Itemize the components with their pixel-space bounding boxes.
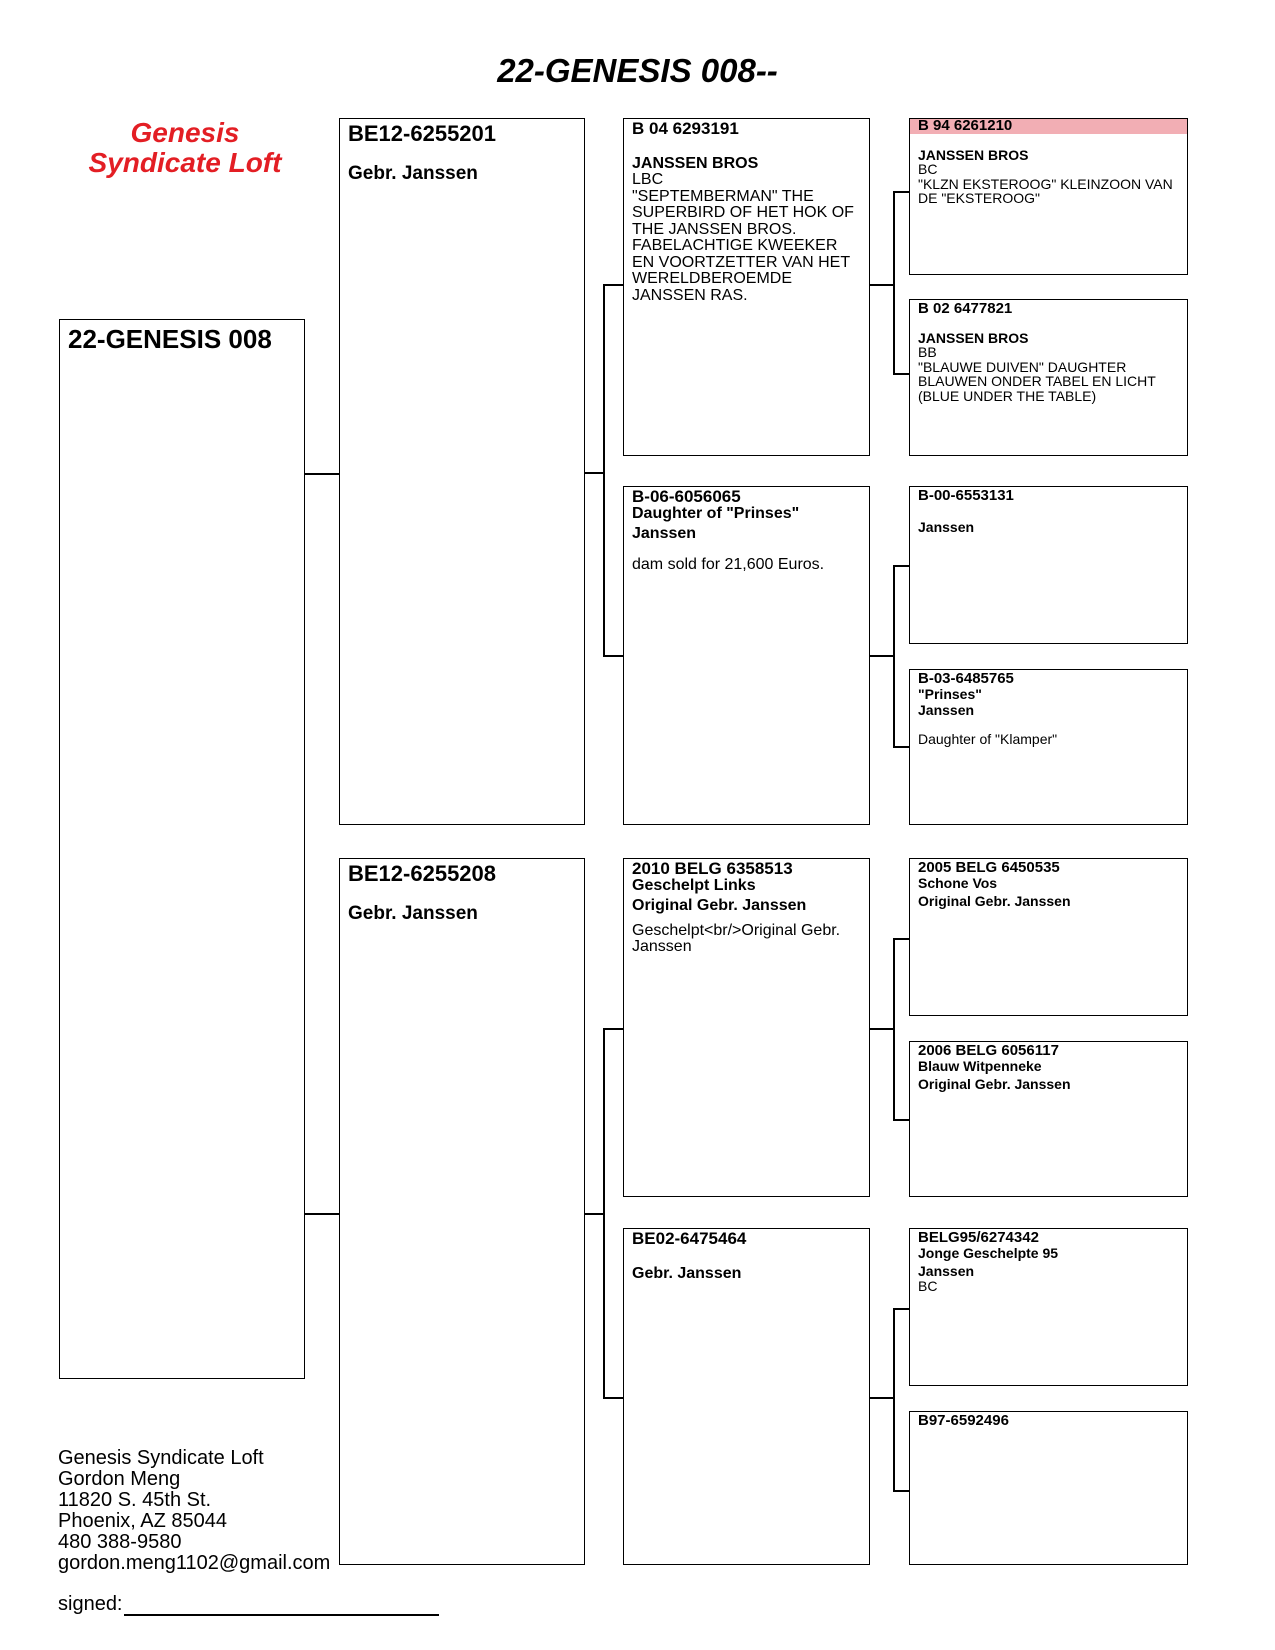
connector (304, 473, 340, 475)
connector (869, 1397, 894, 1399)
sire-sire-breeder: JANSSEN BROS (632, 154, 759, 172)
dam-id: BE12-6255208 (348, 861, 497, 886)
ds-sire-breeder: Original Gebr. Janssen (918, 893, 1071, 909)
ds-dam-id: 2006 BELG 6056117 (918, 1042, 1059, 1059)
dd-sire-id: BELG95/6274342 (918, 1229, 1039, 1246)
ds-dam-breeder: Original Gebr. Janssen (918, 1076, 1071, 1092)
ds-dam-card (909, 1041, 1188, 1197)
ss-sire-card (909, 118, 1188, 275)
connector (304, 1213, 340, 1215)
ds-sire-card (909, 858, 1188, 1016)
sire-breeder: Gebr. Janssen (348, 163, 478, 184)
dam-sire-notes: Geschelpt<br/>Original Gebr. Janssen (632, 921, 841, 955)
sire-sire-card (623, 118, 870, 456)
connector (893, 1119, 910, 1121)
connector (893, 565, 895, 747)
sd-dam-id: B-03-6485765 (918, 670, 1014, 687)
sire-dam-id: B-06-6056065 (632, 487, 741, 506)
connector (893, 938, 895, 1120)
ds-dam-name: Blauw Witpenneke (918, 1057, 1042, 1074)
signed-label: signed: (58, 1593, 123, 1615)
dam-dam-id: BE02-6475464 (632, 1229, 747, 1248)
loft-logo-line2: Syndicate Loft (88, 147, 282, 178)
dd-sire-name: Jonge Geschelpte 95 (918, 1244, 1059, 1261)
sire-dam-card (623, 486, 870, 825)
sd-dam-notes: Daughter of "Klamper" (918, 730, 1058, 747)
ss-dam-breeder: JANSSEN BROS (918, 329, 1029, 346)
connector (603, 284, 605, 656)
ss-sire-notes: "KLZN EKSTEROOG" KLEINZOON VAN DE "EKSTEROOG" (918, 175, 1173, 206)
contact-block (58, 1448, 330, 1574)
connector (584, 1213, 604, 1215)
dam-sire-id: 2010 BELG 6358513 (632, 859, 793, 878)
connector (893, 1490, 910, 1492)
loft-logo (60, 118, 310, 178)
dam-sire-breeder: Original Gebr. Janssen (632, 897, 807, 914)
connector (893, 1308, 895, 1491)
sire-id: BE12-6255201 (348, 121, 497, 146)
dam-sire-card (623, 858, 870, 1197)
connector (893, 373, 910, 375)
ss-sire-id: B 94 6261210 (910, 119, 1187, 134)
dam-card (339, 858, 585, 1565)
ds-sire-name: Schone Vos (918, 874, 998, 891)
dd-sire-breeder: Janssen (918, 1263, 975, 1279)
connector (893, 191, 895, 374)
dam-dam-breeder: Gebr. Janssen (632, 1264, 742, 1282)
contact-email: gordon.meng1102@gmail.com (58, 1552, 331, 1574)
loft-logo-line1: Genesis (130, 117, 240, 148)
connector (603, 1028, 624, 1030)
sire-card (339, 118, 585, 825)
ss-sire-color: BC (918, 161, 938, 177)
ss-sire-breeder: JANSSEN BROS (918, 146, 1029, 163)
sire-dam-notes: dam sold for 21,600 Euros. (632, 555, 825, 573)
sire-sire-id: B 04 6293191 (632, 119, 739, 138)
connector (893, 938, 910, 940)
connector (893, 1308, 910, 1310)
dd-dam-id: B97-6592496 (918, 1412, 1009, 1429)
connector (869, 284, 894, 286)
ds-sire-id: 2005 BELG 6450535 (918, 859, 1060, 876)
sd-dam-card (909, 669, 1188, 825)
dd-sire-color: BC (918, 1277, 938, 1294)
connector (603, 655, 624, 657)
pedigree-title: 22-GENESIS 008-- (497, 52, 778, 89)
sire-sire-notes: "SEPTEMBERMAN" THE SUPERBIRD OF HET HOK OF THE JANSSEN BROS. FABELACHTIGE KWEEKER EN VOORTZETTER VAN HET WERELDBEROEMDE JANSSEN RAS. (632, 187, 854, 304)
sd-sire-id: B-00-6553131 (918, 487, 1014, 504)
connector (869, 1028, 894, 1030)
connector (603, 1028, 605, 1398)
connector (893, 565, 910, 567)
sd-sire-card (909, 486, 1188, 644)
sd-dam-name: "Prinses" (918, 685, 982, 702)
contact-city: Phoenix, AZ 85044 (58, 1510, 228, 1532)
dd-sire-card (909, 1228, 1188, 1386)
contact-loft: Genesis Syndicate Loft (58, 1447, 264, 1469)
connector (869, 655, 894, 657)
connector (603, 1397, 624, 1399)
connector (603, 284, 624, 286)
sire-sire-color: LBC (632, 171, 664, 188)
ss-dam-card (909, 299, 1188, 456)
contact-phone: 480 388-9580 (58, 1531, 182, 1553)
dam-sire-name: Geschelpt Links (632, 876, 756, 894)
sire-dam-breeder: Janssen (632, 525, 697, 542)
ss-dam-color: BB (918, 344, 937, 360)
connector (893, 191, 910, 193)
connector (584, 472, 604, 474)
connector (893, 746, 910, 748)
dd-dam-card (909, 1411, 1188, 1565)
subject-card (59, 319, 305, 1379)
subject-id: 22-GENESIS 008 (68, 324, 272, 354)
contact-address: 11820 S. 45th St. (58, 1489, 212, 1511)
dam-dam-card (623, 1228, 870, 1565)
sire-dam-name: Daughter of "Prinses" (632, 504, 800, 522)
ss-dam-id: B 02 6477821 (918, 300, 1013, 317)
ss-dam-notes: "BLAUWE DUIVEN" DAUGHTER BLAUWEN ONDER TABEL EN LICHT (BLUE UNDER THE TABLE) (918, 358, 1156, 404)
sd-sire-breeder: Janssen (918, 518, 975, 535)
signature-line (124, 1614, 439, 1616)
contact-name: Gordon Meng (58, 1468, 181, 1490)
dam-breeder: Gebr. Janssen (348, 903, 478, 924)
sd-dam-breeder: Janssen (918, 702, 975, 718)
